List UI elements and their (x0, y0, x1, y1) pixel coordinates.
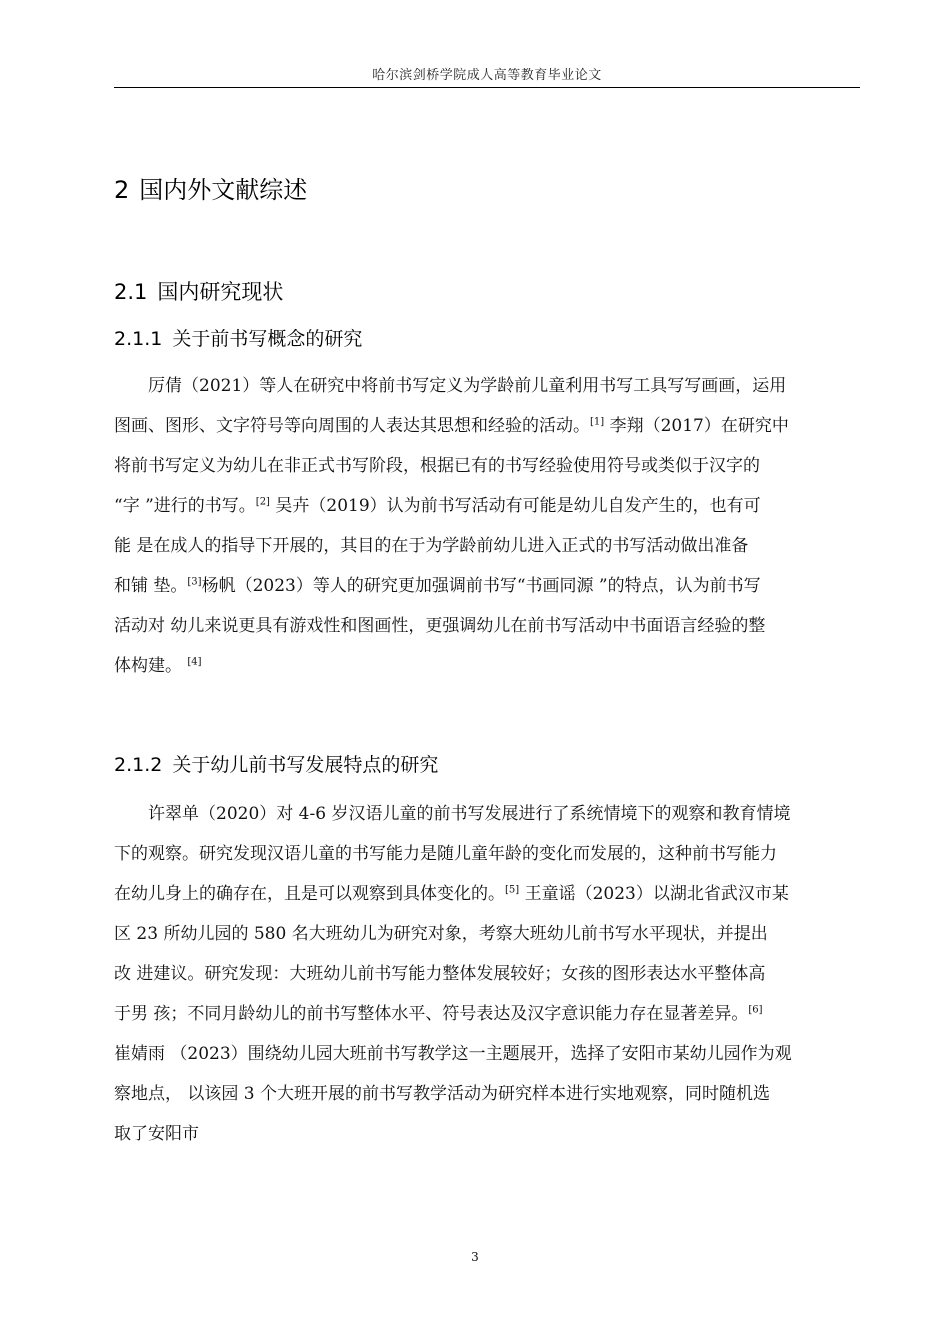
text-line: 下的观察。研究发现汉语儿童的书写能力是随儿童年龄的变化而发展的，这种前书写能力 (114, 844, 777, 864)
text-segment: 和铺 垫。 (114, 576, 188, 596)
subsection-title: 关于幼儿前书写发展特点的研究 (172, 754, 439, 776)
text-segment: 在幼儿身上的确存在，且是可以观察到具体变化的。 (114, 884, 505, 904)
text-line: 将前书写定义为幼儿在非正式书写阶段，根据已有的书写经验使用符号或类似于汉字的 (114, 456, 760, 476)
citation-ref: [5] (505, 884, 520, 896)
text-line (114, 486, 862, 526)
citation-ref: [4] (187, 656, 202, 668)
text-segment: 王童谣（2023）以湖北省武汉市某 (519, 884, 789, 904)
text-line (114, 994, 862, 1034)
text-segment: 图画、图形、文字符号等向周围的人表达其思想和经验的活动。 (114, 416, 590, 436)
chapter-number: 2 (114, 176, 130, 204)
paragraph-1 (114, 366, 862, 686)
text-line: 区 23 所幼儿园的 580 名大班幼儿为研究对象，考察大班幼儿前书写水平现状，并提出 (114, 924, 768, 944)
text-line: 取了安阳市 (114, 1124, 199, 1144)
subsection-heading-2 (114, 750, 438, 777)
text-line (114, 566, 862, 606)
section-number: 2.1 (114, 280, 148, 304)
subsection-number: 2.1.1 (114, 328, 163, 350)
text-line (114, 874, 862, 914)
subsection-number: 2.1.2 (114, 754, 163, 776)
section-title: 国内研究现状 (157, 280, 284, 304)
text-segment: 于男 孩；不同月龄幼儿的前书写整体水平、符号表达及汉字意识能力存在显著差异。 (114, 1004, 749, 1024)
text-segment: 李翔（2017）在研究中 (604, 416, 789, 436)
text-line: 能 是在成人的指导下开展的，其目的在于为学龄前幼儿进入正式的书写活动做出准备 (114, 536, 749, 556)
text-line: 活动对 幼儿来说更具有游戏性和图画性，更强调幼儿在前书写活动中书面语言经验的整 (114, 616, 766, 636)
text-line: 厉倩（2021）等人在研究中将前书写定义为学龄前儿童利用书写工具写写画画，运用 (148, 376, 787, 396)
page-number: 3 (471, 1250, 479, 1264)
chapter-title: 国内外文献综述 (139, 176, 308, 204)
chapter-heading (114, 170, 307, 205)
text-line (114, 406, 862, 446)
text-line: 改 进建议。研究发现：大班幼儿前书写能力整体发展较好；女孩的图形表达水平整体高 (114, 964, 766, 984)
running-header: 哈尔滨剑桥学院成人高等教育毕业论文 (372, 68, 602, 83)
paragraph-2 (114, 794, 862, 1154)
text-segment: “字 ”进行的书写。 (114, 496, 256, 516)
text-line: 许翠单（2020）对 4-6 岁汉语儿童的前书写发展进行了系统情境下的观察和教育情境 (148, 804, 791, 824)
text-segment: 吴卉（2019）认为前书写活动有可能是幼儿自发产生的，也有可 (269, 496, 761, 516)
text-segment: 杨帆（2023）等人的研究更加强调前书写“书画同源 ”的特点，认为前书写 (201, 576, 761, 596)
text-segment: 体构建。 (114, 656, 188, 676)
citation-ref: [6] (748, 1004, 763, 1016)
citation-ref: [3] (187, 576, 202, 588)
text-line (114, 646, 862, 686)
subsection-title: 关于前书写概念的研究 (172, 328, 363, 350)
text-line: 崔婧雨 （2023）围绕幼儿园大班前书写教学这一主题展开，选择了安阳市某幼儿园作为观 (114, 1044, 792, 1064)
header-rule (114, 87, 860, 88)
subsection-heading-1 (114, 324, 362, 351)
citation-ref: [2] (255, 496, 270, 508)
section-heading (114, 276, 283, 306)
text-line: 察地点， 以该园 3 个大班开展的前书写教学活动为研究样本进行实地观察，同时随机选 (114, 1084, 771, 1104)
citation-ref: [1] (590, 416, 605, 428)
